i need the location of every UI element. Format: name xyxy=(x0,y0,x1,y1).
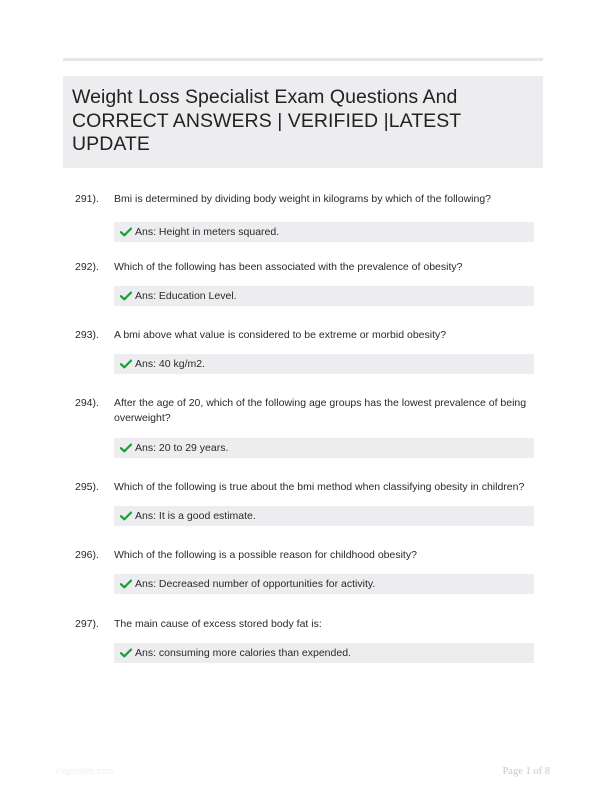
answer-text: Ans: consuming more calories than expended. xyxy=(135,647,351,659)
question-number: 293). xyxy=(75,329,99,341)
title-banner xyxy=(63,76,543,168)
answer-text: Ans: Height in meters squared. xyxy=(135,226,280,238)
check-icon xyxy=(120,648,132,658)
title-line-1: Weight Loss Specialist Exam Questions And xyxy=(72,86,458,108)
question-number: 297). xyxy=(75,618,99,630)
check-icon xyxy=(120,359,132,369)
check-icon xyxy=(120,291,132,301)
question-text: A bmi above what value is considered to be extreme or morbid obesity? xyxy=(114,329,447,341)
answer-text: Ans: 20 to 29 years. xyxy=(135,442,229,454)
answer-box xyxy=(114,222,534,242)
question-number: 292). xyxy=(75,261,99,273)
check-icon xyxy=(120,443,132,453)
question-text: After the age of 20, which of the following age groups has the lowest prevalence of being overweight? xyxy=(114,397,527,424)
answer-text: Ans: Education Level. xyxy=(135,290,237,302)
answer-text: Ans: It is a good estimate. xyxy=(135,510,256,522)
answer-box xyxy=(114,574,534,594)
watermark: Paperbite.com xyxy=(56,766,115,776)
answer-text: Ans: Decreased number of opportunities for activity. xyxy=(135,578,376,590)
question-number: 296). xyxy=(75,549,99,561)
answer-box xyxy=(114,643,534,663)
question-text: Which of the following has been associated with the prevalence of obesity? xyxy=(114,261,463,273)
page-number: Page 1 of 8 xyxy=(502,766,550,777)
top-divider xyxy=(63,58,543,61)
question-text: Bmi is determined by dividing body weight in kilograms by which of the following? xyxy=(114,193,492,205)
title-line-2: CORRECT ANSWERS | VERIFIED |LATEST xyxy=(72,109,462,132)
check-icon xyxy=(120,227,132,237)
question-number: 294). xyxy=(75,397,99,409)
document-title xyxy=(72,86,535,157)
answer-box xyxy=(114,354,534,374)
question-text: Which of the following is true about the bmi method when classifying obesity in children? xyxy=(114,481,525,493)
question-text: Which of the following is a possible reason for childhood obesity? xyxy=(114,549,417,561)
question-number: 291). xyxy=(75,193,99,205)
question-text: The main cause of excess stored body fat is: xyxy=(114,618,322,630)
check-icon xyxy=(120,579,132,589)
answer-box xyxy=(114,506,534,526)
answer-text: Ans: 40 kg/m2. xyxy=(135,358,206,370)
title-line-3: UPDATE xyxy=(72,133,150,155)
question-number: 295). xyxy=(75,481,99,493)
answer-box xyxy=(114,438,534,458)
answer-box xyxy=(114,286,534,306)
check-icon xyxy=(120,511,132,521)
